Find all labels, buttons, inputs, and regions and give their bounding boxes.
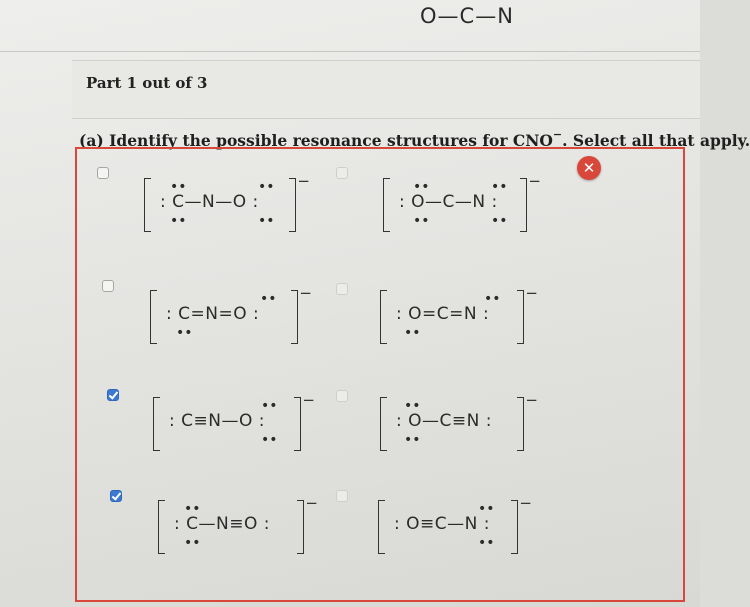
left-bracket <box>153 397 160 451</box>
lone-pair: •• <box>176 325 193 341</box>
right-bracket <box>297 500 304 554</box>
lone-pair: •• <box>258 213 275 229</box>
lone-pair: •• <box>258 179 275 195</box>
option-4-formula: : O=C=N : <box>396 304 490 324</box>
left-bracket <box>150 290 157 344</box>
lone-pair: •• <box>491 179 508 195</box>
lone-pair: •• <box>261 398 278 414</box>
option-5-structure[interactable] <box>153 391 315 451</box>
lone-pair: •• <box>261 432 278 448</box>
option-8-charge: − <box>519 494 532 512</box>
right-bracket <box>517 397 524 451</box>
lone-pair: •• <box>404 398 421 414</box>
option-6-structure[interactable] <box>380 391 538 451</box>
option-1-charge: − <box>297 172 310 190</box>
lone-pair: •• <box>184 535 201 551</box>
lone-pair: •• <box>184 501 201 517</box>
option-3-formula: : C=N=O : <box>166 304 260 324</box>
left-bracket <box>144 178 151 232</box>
lone-pair: •• <box>478 501 495 517</box>
divider <box>0 51 700 52</box>
header-formula: O—C—N <box>420 4 514 28</box>
lone-pair: •• <box>170 179 187 195</box>
left-bracket <box>380 397 387 451</box>
lone-pair: •• <box>484 291 501 307</box>
option-6-formula: : O—C≡N : <box>396 411 492 431</box>
lone-pair: •• <box>413 213 430 229</box>
left-bracket <box>383 178 390 232</box>
right-bracket <box>294 397 301 451</box>
option-8-structure[interactable] <box>378 494 532 554</box>
option-8-checkbox[interactable] <box>336 490 348 502</box>
left-bracket <box>378 500 385 554</box>
option-3-structure[interactable] <box>150 284 312 344</box>
option-2-formula: : O—C—N : <box>399 192 498 212</box>
option-3-charge: − <box>299 284 312 302</box>
option-7-checkbox[interactable] <box>110 490 122 502</box>
left-bracket <box>158 500 165 554</box>
option-8-formula: : O≡C—N : <box>394 514 490 534</box>
option-1-formula: : C—N—O : <box>160 192 259 212</box>
lone-pair: •• <box>413 179 430 195</box>
question-suffix: . Select all that apply. <box>562 131 750 150</box>
option-5-checkbox[interactable] <box>107 389 119 401</box>
option-5-formula: : C≡N—O : <box>169 411 265 431</box>
option-3-checkbox[interactable] <box>102 280 114 292</box>
option-2-charge: − <box>528 172 541 190</box>
question-charge: − <box>552 128 563 141</box>
part-label: Part 1 out of 3 <box>86 74 208 92</box>
lone-pair: •• <box>404 325 421 341</box>
lone-pair: •• <box>491 213 508 229</box>
left-bracket <box>380 290 387 344</box>
option-6-charge: − <box>525 391 538 409</box>
option-4-structure[interactable] <box>380 284 538 344</box>
right-bracket <box>511 500 518 554</box>
right-bracket <box>517 290 524 344</box>
option-2-checkbox[interactable] <box>336 167 348 179</box>
option-7-structure[interactable] <box>158 494 318 554</box>
option-6-checkbox[interactable] <box>336 390 348 402</box>
lone-pair: •• <box>260 291 277 307</box>
option-4-charge: − <box>525 284 538 302</box>
right-bracket <box>520 178 527 232</box>
option-5-charge: − <box>302 391 315 409</box>
lone-pair: •• <box>478 535 495 551</box>
lone-pair: •• <box>404 432 421 448</box>
option-2-structure[interactable] <box>383 172 541 232</box>
option-1-checkbox[interactable] <box>97 167 109 179</box>
right-bracket <box>289 178 296 232</box>
option-4-checkbox[interactable] <box>336 283 348 295</box>
incorrect-x-icon: ✕ <box>577 156 601 180</box>
right-bracket <box>291 290 298 344</box>
option-7-formula: : C—N≡O : <box>174 514 270 534</box>
lone-pair: •• <box>170 213 187 229</box>
option-7-charge: − <box>305 494 318 512</box>
question-prefix: (a) Identify the possible resonance structures for CNO <box>79 131 553 150</box>
option-1-structure[interactable] <box>144 172 310 232</box>
